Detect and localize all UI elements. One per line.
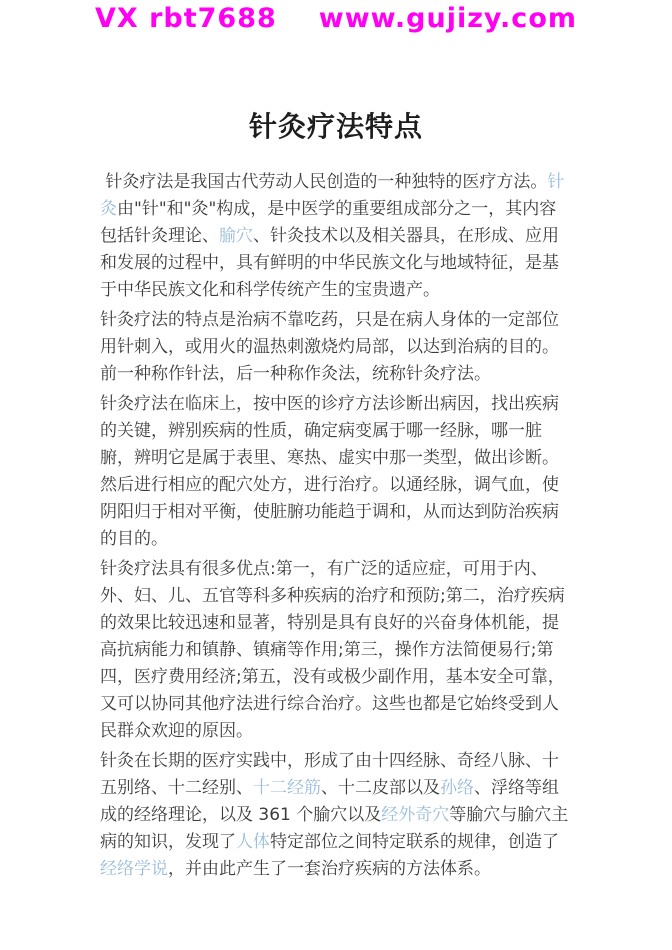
- article-body: [100, 169, 572, 883]
- text-run: 、十二皮部以及: [321, 778, 440, 798]
- inline-link[interactable]: 人体: [236, 832, 270, 852]
- inline-link[interactable]: 针灸: [100, 172, 565, 219]
- watermark-site-url: www.gujizy.com: [318, 3, 577, 34]
- text-run: 等腧穴与腧穴主病的知识，发现了: [100, 805, 569, 852]
- watermark-header: [0, 0, 672, 34]
- text-run: 针灸疗法的特点是治病不靠吃药，只是在病人身体的一定部位用针刺入，或用火的温热刺激烧灼局部，以达到治病的目的。前一种称作针法，后一种称作灸法，统称针灸疗法。: [100, 310, 559, 384]
- text-run: 特定部位之间特定联系的规律，创造了: [270, 832, 559, 852]
- text-run: 针灸疗法在临床上，按中医的诊疗方法诊断出病因，找出疾病的关键，辨别疾病的性质，确定病变属于哪一经脉，哪一脏腑，辨明它是属于表里、寒热、虚实中那一类型，做出诊断。然后进行相应的配穴处方，进行治疗。以通经脉，调气血，使阴阳归于相对平衡，使脏腑功能趋于调和，从而达到防治疾病的目的。: [100, 394, 559, 549]
- paragraph: [100, 556, 572, 745]
- inline-link[interactable]: 十二经筋: [253, 778, 321, 798]
- watermark-vx-contact: VX rbt7688: [94, 3, 277, 34]
- inline-link[interactable]: 经外奇穴: [381, 805, 450, 825]
- paragraph: [100, 391, 572, 553]
- paragraph: [100, 748, 572, 883]
- text-run: 、浮络等组成的经络理论，以及 361 个腧穴以及: [100, 778, 559, 825]
- inline-link[interactable]: 经络学说: [100, 859, 168, 879]
- text-run: 针灸疗法是我国古代劳动人民创造的一种独特的医疗方法。: [100, 172, 548, 192]
- paragraph: [100, 307, 572, 388]
- inline-link[interactable]: 腧穴: [219, 226, 253, 246]
- paragraph: [100, 169, 572, 304]
- page-title: 针灸疗法特点: [248, 110, 423, 143]
- text-run: ，并由此产生了一套治疗疾病的方法体系。: [168, 859, 491, 879]
- text-run: 针灸疗法具有很多优点:第一，有广泛的适应症，可用于内、外、妇、儿、五官等科多种疾病的治疗和预防;第二，治疗疾病的效果比较迅速和显著，特别是具有良好的兴奋身体机能，提高抗病能力和镇静、镇痛等作用;第三，操作方法简便易行;第四，医疗费用经济;第五，没有或极少副作用，基本安全可靠，又可以协同其他疗法进行综合治疗。这些也都是它始终受到人民群众欢迎的原因。: [100, 559, 565, 741]
- text-run: 由"针"和"灸"构成，是中医学的重要组成部分之一，其内容包括针灸理论、: [100, 199, 557, 246]
- inline-link[interactable]: 孙络: [440, 778, 474, 798]
- text-run: 针灸在长期的医疗实践中，形成了由十四经脉、奇经八脉、十五别络、十二经别、: [100, 751, 559, 798]
- text-run: 、针灸技术以及相关器具，在形成、应用和发展的过程中，具有鲜明的中华民族文化与地域特征，是基于中华民族文化和科学传统产生的宝贵遗产。: [100, 226, 559, 300]
